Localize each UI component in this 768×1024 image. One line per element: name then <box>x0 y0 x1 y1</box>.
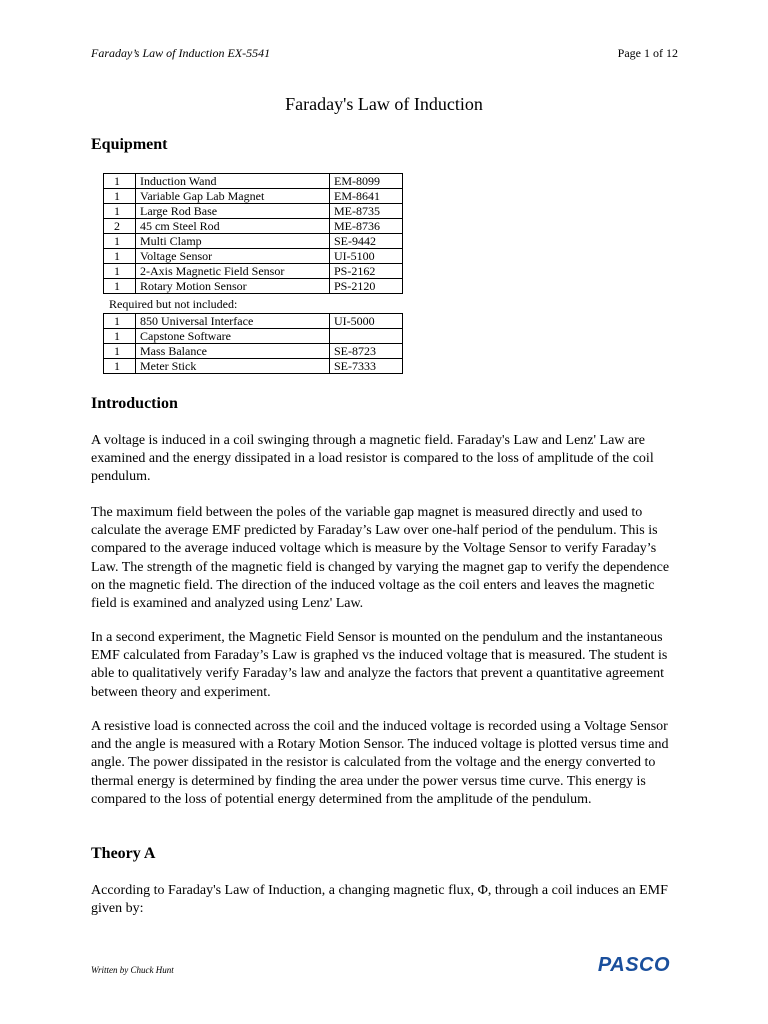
quantity-cell: 1 <box>104 189 136 204</box>
item-name-cell: Mass Balance <box>136 344 330 359</box>
item-name-cell: Induction Wand <box>136 174 330 189</box>
quantity-cell: 2 <box>104 219 136 234</box>
item-name-cell: Capstone Software <box>136 329 330 344</box>
required-note: Required but not included: <box>109 297 238 311</box>
intro-paragraph-1: A voltage is induced in a coil swinging through a magnetic field. Faraday's Law and Lenz' Law are examined and the energy dissipated in a load resistor is compared to the loss of amplitude of the coil pendulum. <box>91 433 654 485</box>
quantity-cell: 1 <box>104 264 136 279</box>
quantity-cell: 1 <box>104 249 136 264</box>
pasco-logo <box>590 954 678 974</box>
table-row <box>104 174 403 189</box>
table-row <box>104 204 403 219</box>
theory-heading: Theory A <box>91 845 156 862</box>
item-name-cell: Multi Clamp <box>136 234 330 249</box>
page-title: Faraday's Law of Induction <box>285 94 483 114</box>
part-number-cell: PS-2120 <box>330 279 403 294</box>
equipment-heading: Equipment <box>91 136 168 153</box>
introduction-heading: Introduction <box>91 395 178 412</box>
header-document-title: Faraday’s Law of Induction EX-5541 <box>91 46 271 60</box>
item-name-cell: Large Rod Base <box>136 204 330 219</box>
part-number-cell: ME-8736 <box>330 219 403 234</box>
intro-paragraph-2: The maximum field between the poles of the variable gap magnet is measured directly and used to calculate the average EMF predicted by Faraday’s Law over one-half period of the pendulum. This is compared to the average induced voltage which is measure by the Voltage Sensor to verify Faraday’s Law. The strength of the magnetic field is changed by varying the magnet gap to verify the dependence on the magnetic field. The direction of the induced voltage as the coil enters and leaves the magnetic field is examined and analyzed using Lenz' Law. <box>91 505 670 612</box>
svg-text:PASCO: PASCO <box>597 954 671 974</box>
quantity-cell: 1 <box>104 329 136 344</box>
part-number-cell: ME-8735 <box>330 204 403 219</box>
item-name-cell: Rotary Motion Sensor <box>136 279 330 294</box>
table-row <box>104 219 403 234</box>
table-row <box>104 329 403 344</box>
theory-paragraph: According to Faraday's Law of Induction, a changing magnetic flux, Φ, through a coil induces an EMF given by: <box>91 883 668 917</box>
item-name-cell: Variable Gap Lab Magnet <box>136 189 330 204</box>
quantity-cell: 1 <box>104 359 136 374</box>
quantity-cell: 1 <box>104 234 136 249</box>
quantity-cell: 1 <box>104 204 136 219</box>
table-row <box>104 189 403 204</box>
part-number-cell: EM-8099 <box>330 174 403 189</box>
quantity-cell: 1 <box>104 174 136 189</box>
part-number-cell: SE-8723 <box>330 344 403 359</box>
part-number-cell: UI-5000 <box>330 314 403 329</box>
required-equipment-table <box>103 313 403 374</box>
table-row <box>104 249 403 264</box>
table-row <box>104 359 403 374</box>
table-row <box>104 234 403 249</box>
item-name-cell: 2-Axis Magnetic Field Sensor <box>136 264 330 279</box>
header-page-number: Page 1 of 12 <box>617 46 678 60</box>
table-row <box>104 279 403 294</box>
intro-paragraph-4: A resistive load is connected across the coil and the induced voltage is recorded using a Voltage Sensor and the angle is measured with a Rotary Motion Sensor. The induced voltage is plotted versus time and angle. The power dissipated in the resistor is calculated from the voltage and the energy converted to thermal energy is determined by finding the area under the power versus time curve. This energy is compared to the loss of potential energy determined from the amplitude of the pendulum. <box>91 719 669 807</box>
table-row <box>104 314 403 329</box>
table-row <box>104 344 403 359</box>
equipment-table <box>103 173 403 294</box>
item-name-cell: Voltage Sensor <box>136 249 330 264</box>
part-number-cell: EM-8641 <box>330 189 403 204</box>
item-name-cell: 850 Universal Interface <box>136 314 330 329</box>
intro-paragraph-3: In a second experiment, the Magnetic Field Sensor is mounted on the pendulum and the instantaneous EMF calculated from Faraday’s Law is graphed vs the induced voltage that is measured. The student is able to qualitatively verify Faraday’s law and analyze the factors that prevent a quantitative agreement between theory and experiment. <box>91 630 668 700</box>
part-number-cell: UI-5100 <box>330 249 403 264</box>
item-name-cell: Meter Stick <box>136 359 330 374</box>
table-row <box>104 264 403 279</box>
footer-author: Written by Chuck Hunt <box>91 965 174 975</box>
part-number-cell <box>330 329 403 344</box>
quantity-cell: 1 <box>104 344 136 359</box>
quantity-cell: 1 <box>104 314 136 329</box>
quantity-cell: 1 <box>104 279 136 294</box>
part-number-cell: SE-7333 <box>330 359 403 374</box>
item-name-cell: 45 cm Steel Rod <box>136 219 330 234</box>
part-number-cell: SE-9442 <box>330 234 403 249</box>
part-number-cell: PS-2162 <box>330 264 403 279</box>
